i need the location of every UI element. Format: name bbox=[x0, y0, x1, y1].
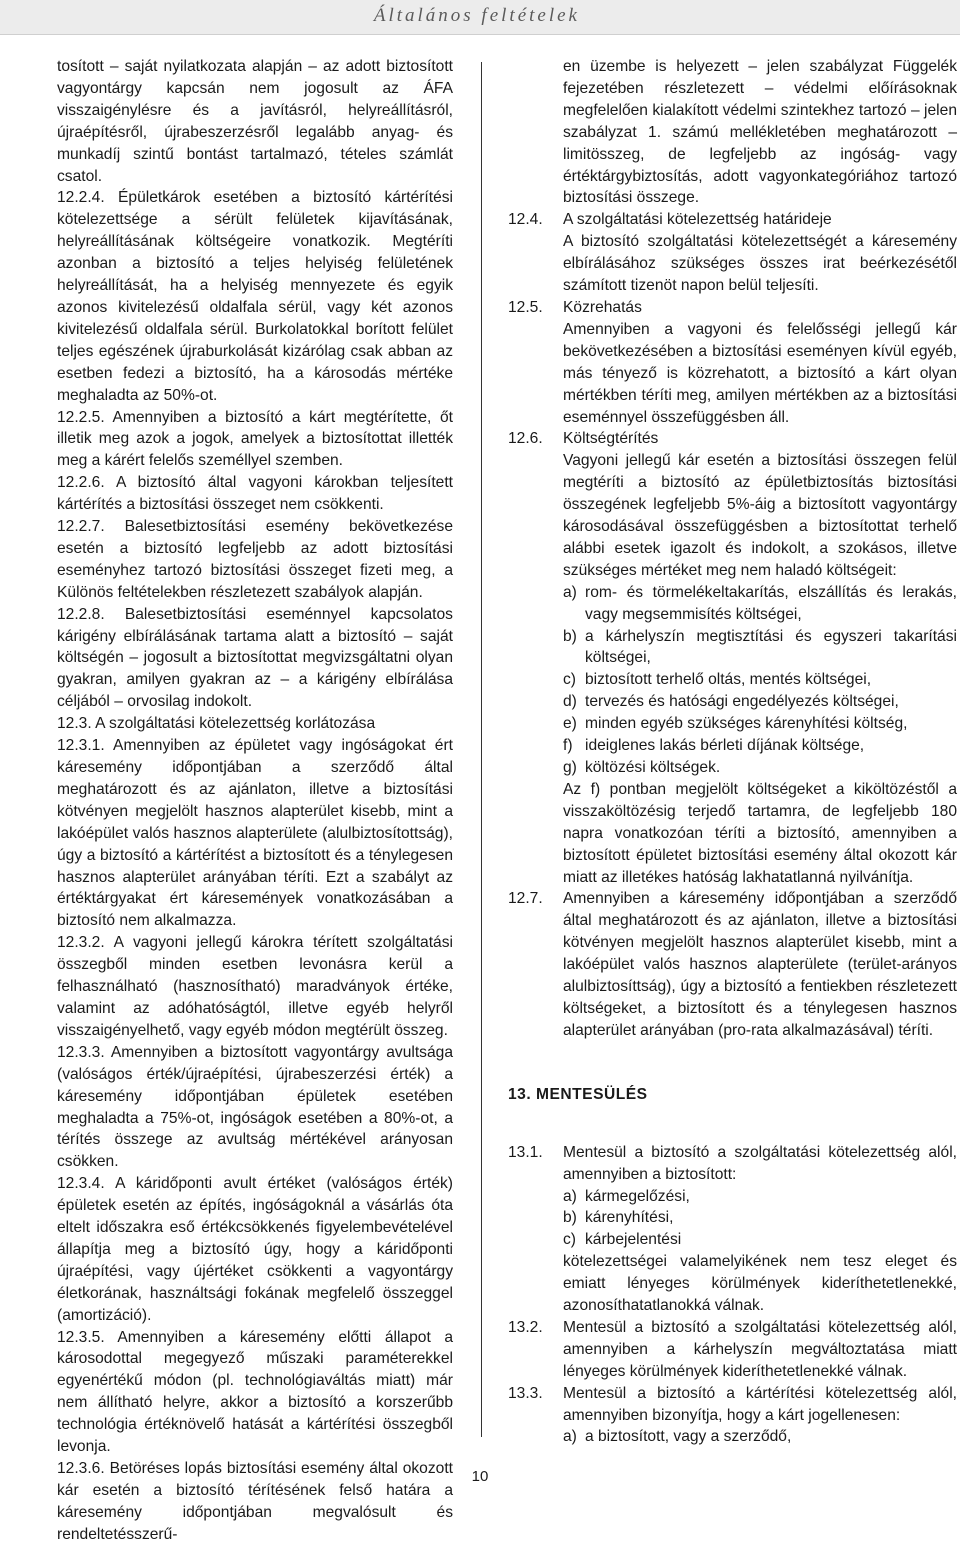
section-number: 13.2. bbox=[508, 1318, 543, 1336]
column-divider bbox=[481, 62, 482, 1437]
list-item-text: rom- és törmelékeltakarítás, elszállítás és lerakás, vagy megsemmisítés költségei, bbox=[585, 583, 957, 623]
liability-list bbox=[563, 1426, 957, 1448]
item-number: 12.2.5. bbox=[57, 408, 105, 426]
page-number: 10 bbox=[471, 1468, 489, 1485]
list-item bbox=[563, 757, 957, 779]
left-numbered-item bbox=[57, 932, 453, 1042]
list-item bbox=[563, 691, 957, 713]
section-12-5 bbox=[508, 297, 957, 319]
section-12-4 bbox=[508, 209, 957, 231]
item-number: 12.3.3. bbox=[57, 1043, 105, 1061]
list-item-label: g) bbox=[563, 759, 577, 776]
section-title: Költségtérítés bbox=[563, 430, 659, 448]
list-item-text: biztosított terhelő oltás, mentés költségei, bbox=[585, 671, 872, 689]
section-13-3 bbox=[508, 1383, 957, 1427]
list-item bbox=[563, 713, 957, 735]
item-text: A vagyoni jellegű károkra térített szolgáltatási összegből minden esetben levonásra kerül a felhasználható (hasznosítható) maradványok értéke, valamint az adóhatóságtól, illetve egyéb helyről visszaigényelhető, vagy egyéb módon megtérült összeg. bbox=[57, 934, 453, 1039]
list-item-label: c) bbox=[563, 671, 576, 689]
list-item bbox=[563, 582, 957, 626]
item-number: 12.3. bbox=[57, 715, 92, 733]
item-text: A szolgáltatási kötelezettség korlátozása bbox=[95, 715, 376, 733]
item-number: 12.2.4. bbox=[57, 189, 105, 207]
left-numbered-item bbox=[57, 407, 453, 473]
left-intro-paragraph: tosított – saját nyilatkozata alapján – az adott biztosított vagyontárgy kapcsán nem jogosult az ÁFA visszaigénylésre és a javításról, helyreállításról, újraépítésről, újrabeszerzésről legalább anyag- és munkadíj szintű bontást tartalmazó, tételes számlát csatol. bbox=[57, 58, 453, 185]
list-item-text: a biztosított, vagy a szerződő, bbox=[585, 1428, 792, 1446]
section-number: 12.6. bbox=[508, 430, 543, 448]
item-text: Amennyiben a káresemény előtti állapot a károsodottal megegyező műszaki paraméterekkel egyenértékű módon (pl. technológiaváltás miatt) már nem állítható helyre, akkor a biztosító a korszerűbb technológia értéknövelő hatását a kártérítési összegből levonja. bbox=[57, 1328, 453, 1456]
item-text: A biztosító által vagyoni károkban teljesített kártérítés a biztosítási összeget nem csökkenti. bbox=[57, 474, 453, 514]
list-item-text: ideiglenes lakás bérleti díjának költsége, bbox=[585, 737, 865, 755]
section-12-4-text: A biztosító szolgáltatási kötelezettségét a káresemény elbírálásához szükséges összes irat beérkezésétől számított tizenöt napon belül teljesíti. bbox=[563, 233, 957, 295]
list-item-label: b) bbox=[563, 627, 577, 645]
list-item-label: a) bbox=[563, 583, 577, 601]
section-12-6-text: Vagyoni jellegű kár esetén a biztosítási összegen felül megtéríti a biztosító az épületbiztosítás biztosítási összegének legfeljebb 5%-áig a biztosított vagyontárgy károsodásával összefüggésben a biztosítottat terhelő alábbi esetek igazolt és indokolt, a szokásos, illetve szükséges mértéket meg nem haladó költségeit: bbox=[563, 452, 957, 579]
item-number: 12.3.1. bbox=[57, 737, 105, 755]
item-text: Balesetbiztosítási eseménnyel kapcsolatos kárigény elbírálásának tartama alatt a biztosító – saját költségén – jogosult a biztosítottat megvizsgáltatni olyan gyakran, amilyen gyakran az – a kárigény elbírálása céljából – orvosilag indokolt. bbox=[57, 605, 453, 711]
section-12-7 bbox=[508, 888, 957, 1041]
right-intro-paragraph: en üzembe is helyezett – jelen szabályzat Függelék fejezetében részletezett – védelmi előírásoknak megfelelően kialakított védelmi szintekhez tartozó – jelen szabályzat 1. számú mellékletében meghatározott – limitösszeg, de legfeljebb az ingóság- vagy értéktárgybiztosítás, adott vagyonkategóriához tartozó biztosítási összege. bbox=[563, 58, 957, 207]
list-item bbox=[563, 1186, 957, 1208]
section-13-2 bbox=[508, 1317, 957, 1383]
list-item-label: f) bbox=[563, 737, 573, 755]
left-column bbox=[57, 56, 453, 1546]
left-numbered-item bbox=[57, 1173, 453, 1326]
list-item-text: költözési költségek. bbox=[585, 759, 721, 776]
item-number: 12.2.7. bbox=[57, 518, 105, 536]
page-header-title: Általános feltételek bbox=[373, 5, 580, 26]
section-number: 12.4. bbox=[508, 211, 543, 229]
item-number: 12.2.8. bbox=[57, 605, 105, 623]
left-numbered-item bbox=[57, 472, 453, 516]
section-title: A szolgáltatási kötelezettség határideje bbox=[563, 211, 832, 229]
header-band bbox=[0, 0, 960, 35]
list-item bbox=[563, 626, 957, 670]
section-title: Közrehatás bbox=[563, 298, 642, 316]
list-item-text: minden egyéb szükséges kárenyhítési költség, bbox=[585, 715, 908, 733]
section-13-title: 13. MENTESÜLÉS bbox=[508, 1085, 648, 1103]
section-13-1-after: kötelezettségei valamelyikének nem tesz eleget és emiatt lényeges körülmények kideríthetetlenekké, azonosíthatatlanokká válnak. bbox=[563, 1253, 957, 1315]
obligation-list bbox=[563, 1186, 957, 1252]
section-number: 12.7. bbox=[508, 890, 543, 908]
right-column bbox=[508, 56, 957, 1448]
item-number: 12.3.2. bbox=[57, 934, 105, 952]
list-item-label: e) bbox=[563, 715, 577, 733]
section-13-1 bbox=[508, 1142, 957, 1186]
item-text: Balesetbiztosítási esemény bekövetkezése esetén a biztosító legfeljebb az adott biztosítási eseményhez tartozó biztosítási összeget fizeti meg, a Különös feltételekben részletezett szabályok alapján. bbox=[57, 518, 453, 601]
cost-list bbox=[563, 582, 957, 779]
list-item-label: b) bbox=[563, 1209, 577, 1227]
item-text: Betöréses lopás biztosítási esemény által okozott kár esetén a biztosító térítésének felső határa a káresemény időpontjában megvalósult és rendeltetésszerű- bbox=[57, 1460, 453, 1543]
section-12-6-after: Az f) pontban megjelölt költségeket a kiköltözéstől a visszaköltözésig terjedő tartamra, de legfeljebb 180 napra vonatkozóan téríti a biztosító, amennyiben a biztosított épületet biztosítási esemény által okozott kár miatt az illetékes hatóság lakhatatlanná nyilvánítja. bbox=[563, 780, 957, 886]
list-item-text: tervezés és hatósági engedélyezés költségei, bbox=[585, 693, 899, 711]
section-number: 13.1. bbox=[508, 1143, 543, 1161]
section-12-6 bbox=[508, 428, 957, 450]
section-number: 13.3. bbox=[508, 1384, 543, 1402]
item-number: 12.3.5. bbox=[57, 1328, 105, 1346]
section-text: Amennyiben a káresemény időpontjában a szerződő által meghatározott és az ajánlaton, illetve a biztosítási kötvényen megjelölt hasznos alapterület kisebb, mint a lakóépület valós hasznos alapterülete (terület-arányos alulbiztosíttság), úgy a biztosító a fentiekben részletezett költségeket, a biztosított és a ténylegesen hasznos alapterület arányában (pro-rata alkalmazásával) téríti. bbox=[563, 890, 957, 1039]
section-number: 12.5. bbox=[508, 298, 543, 316]
left-numbered-item bbox=[57, 1327, 453, 1458]
item-number: 12.3.4. bbox=[57, 1175, 105, 1193]
item-number: 12.2.6. bbox=[57, 474, 105, 492]
left-numbered-item bbox=[57, 187, 453, 406]
item-text: Amennyiben az épületet vagy ingóságokat ért káresemény időpontjában a szerződő által meghatározott és az ajánlaton, illetve a biztosítási kötvényen megjelölt hasznos alapterület kisebb, mint a lakóépület valós hasznos alapterülete (alulbiztosítottság), úgy a biztosító a kártérítést a biztosított és a ténylegesen hasznos alapterület arányában téríti. Ezt a szabályt az értéktárgyakat ért káresemények vonatkozásában a biztosító nem alkalmazza. bbox=[57, 737, 453, 930]
list-item bbox=[563, 1426, 957, 1448]
section-text: Mentesül a biztosító a szolgáltatási kötelezettség alól, amennyiben a biztosított: bbox=[563, 1143, 957, 1183]
item-text: Épületkárok esetében a biztosító kártérítési kötelezettsége a sérült felületek kijavításának, helyreállításának költségeire vonatkozik. Megtéríti azonban a biztosító a teljes helyiség felületének helyreállítását, ha a helyiség mennyezete és egyik azonos kivitelezésű oldalfala sérül, vagy két azonos kivitelezésű oldalfala sérül. Burkolatokkal borított felület teljes egészének újraburkolását kizárólag csak abban az esetben fedezi a biztosító, ha a károsodás mértéke meghaladta az 50%-ot. bbox=[57, 189, 453, 404]
left-numbered-item bbox=[57, 516, 453, 604]
item-text: Amennyiben a biztosított vagyontárgy avultsága (valóságos érték/újraépítési, újrabeszerzési érték) a káresemény időpontjában épületek esetében meghaladta a 75%-ot, ingóságok esetében a 80%-ot, a térítés összege az avultság mértékével arányosan csökken. bbox=[57, 1043, 453, 1171]
section-12-5-text: Amennyiben a vagyoni és felelősségi jellegű kár bekövetkezésében a biztosítási eseményen kívül egyéb, más tényező is közrehatott, a biztosító a kárt olyan mértékben téríti meg, amilyen mértékben az a biztosítási eseménnyel összefüggésben áll. bbox=[563, 320, 957, 426]
left-numbered-item bbox=[57, 713, 453, 735]
section-text: Mentesül a biztosító a kártérítési kötelezettség alól, amennyiben bizonyítja, hogy a kárt jogellenesen: bbox=[563, 1384, 957, 1424]
list-item-label: c) bbox=[563, 1231, 576, 1249]
list-item-label: a) bbox=[563, 1428, 577, 1446]
list-item-text: kármegelőzési, bbox=[585, 1187, 690, 1205]
section-text: Mentesül a biztosító a szolgáltatási kötelezettség alól, amennyiben a kárhelyszín megváltoztatása miatt lényeges körülmények kideríthetetlenekké válnak. bbox=[563, 1318, 957, 1380]
left-items bbox=[57, 187, 453, 1545]
left-numbered-item bbox=[57, 735, 453, 932]
item-number: 12.3.6. bbox=[57, 1460, 105, 1477]
left-numbered-item bbox=[57, 1042, 453, 1173]
item-text: Amennyiben a biztosító a kárt megtérítette, őt illetik meg azok a jogok, amelyek a biztosítottat illették meg a kárért felelős személlyel szemben. bbox=[57, 408, 453, 470]
list-item bbox=[563, 1229, 957, 1251]
item-text: A káridőponti avult értéket (valóságos érték) épületek esetén az építés, ingóságoknál a vásárlás óta eltelt időszakra eső értékcsökkenés figyelembevételével állapítja meg a biztosító úgy, hogy a káridőponti újraépítési, vagy újértéket csökkenti a vagyontárgy életkorának, használtsági fokának megfelelő összeggel (amortizáció). bbox=[57, 1175, 453, 1324]
list-item-label: d) bbox=[563, 693, 577, 711]
list-item bbox=[563, 1207, 957, 1229]
left-numbered-item bbox=[57, 604, 453, 714]
list-item bbox=[563, 669, 957, 691]
list-item-text: kárbejelentési bbox=[585, 1231, 682, 1249]
list-item-text: kárenyhítési, bbox=[585, 1209, 674, 1227]
list-item-text: a kárhelyszín megtisztítási és egyszeri takarítási költségei, bbox=[585, 627, 957, 667]
list-item bbox=[563, 735, 957, 757]
list-item-label: a) bbox=[563, 1187, 577, 1205]
